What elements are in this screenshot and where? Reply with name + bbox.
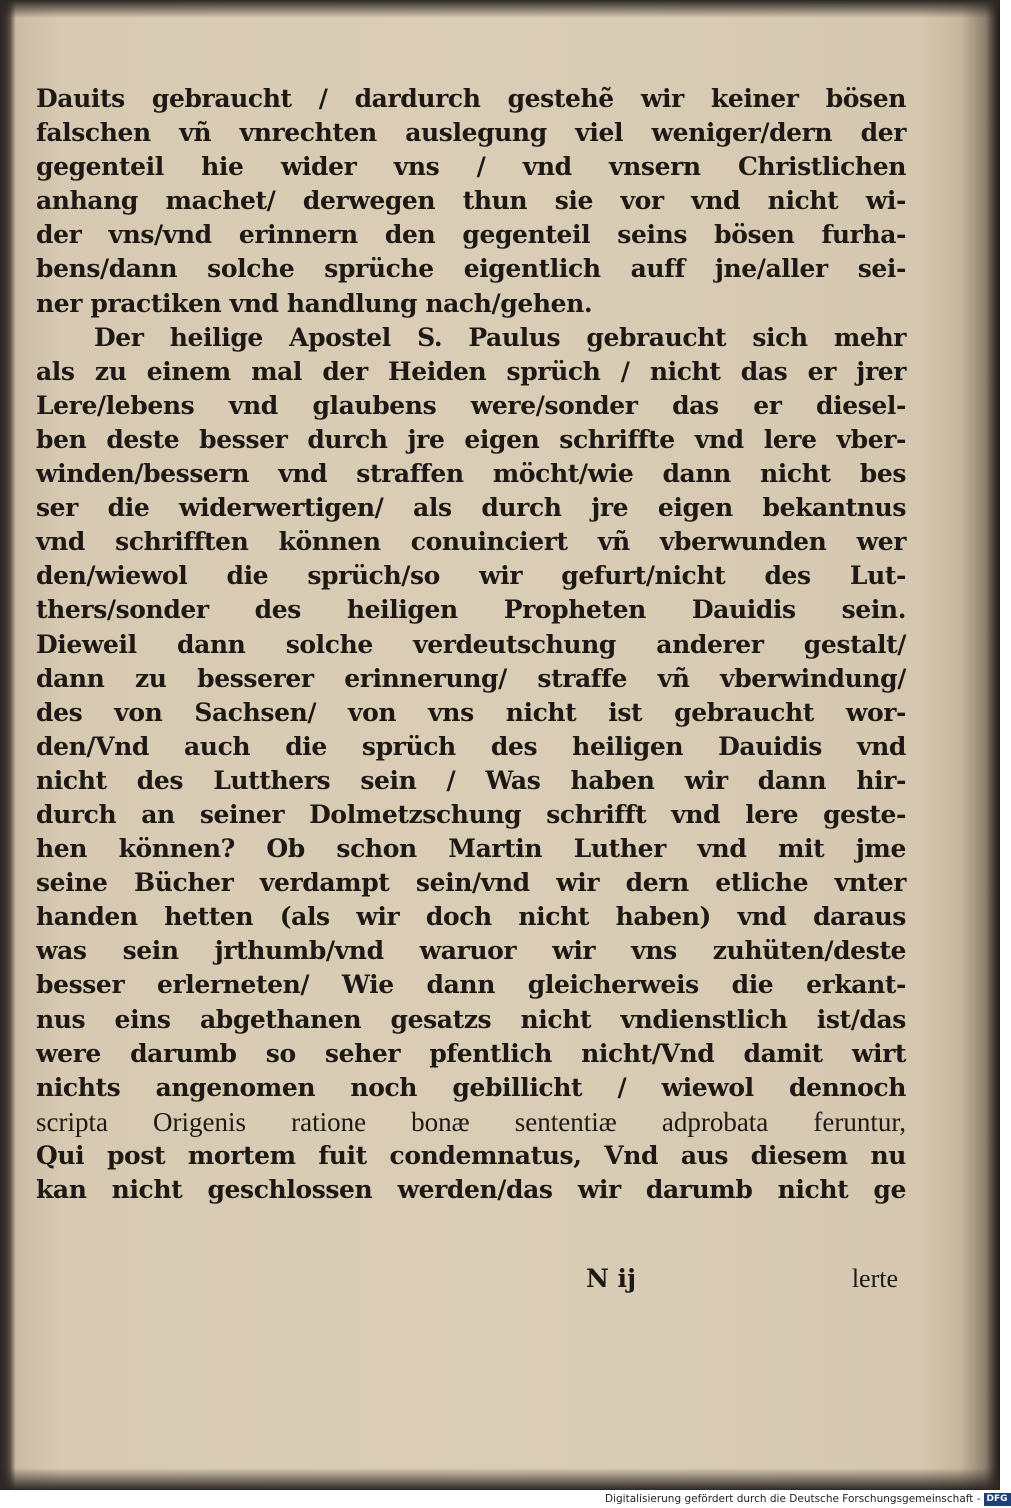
text-line: winden/bessern vnd straffen möcht/wie dann nicht bes [36, 459, 906, 489]
text-line: dann zu besserer erinnerung/ straffe vñ vberwindung/ [36, 663, 906, 693]
text-line: Dieweil dann solche verdeutschung anderer gestalt/ [36, 629, 906, 659]
text-line: falschen vñ vnrechten auslegung viel weniger/dern der [36, 118, 906, 148]
dfg-logo: DFG [984, 1493, 1011, 1506]
text-line: besser erlerneten/ Wie dann gleicherweis die erkant- [36, 970, 906, 1000]
catchword: lerte [851, 1264, 898, 1293]
credit-text: Digitalisierung gefördert durch die Deutsche Forschungsgemeinschaft - [605, 1493, 981, 1505]
digitization-credit [605, 1490, 1008, 1508]
text-line: kan nicht geschlossen werden/das wir darumb nicht ge [36, 1175, 906, 1204]
text-line: was sein jrthumb/vnd waruor wir vns zuhüten/deste [36, 936, 906, 966]
text-line: nichts angenomen noch gebillicht / wiewol dennoch [36, 1072, 906, 1102]
text-line: ner practiken vnd handlung nach/gehen. [36, 288, 593, 318]
latin-text-line: scripta Origenis ratione bonæ sententiæ adprobata feruntur, [36, 1106, 906, 1137]
text-line: Qui post mortem fuit condemnatus, Vnd aus diesem nu [36, 1140, 906, 1170]
text-line: der vns/vnd erinnern den gegenteil seins bösen furha- [36, 220, 906, 250]
text-line: thers/sonder des heiligen Propheten Dauidis sein. [36, 595, 906, 625]
signature-mark: N ij [586, 1264, 637, 1293]
text-line: vnd schrifften können conuinciert vñ vberwunden wer [36, 527, 906, 557]
text-line: des von Sachsen/ von vns nicht ist gebraucht wor- [36, 697, 906, 727]
text-line: hen können? Ob schon Martin Luther vnd mit jme [36, 834, 906, 864]
text-line: den/wiewol die sprüch/so wir gefurt/nicht des Lut- [36, 561, 906, 591]
text-line: were darumb so seher pfentlich nicht/Vnd damit wirt [36, 1038, 906, 1068]
text-line: seine Bücher verdampt sein/vnd wir dern etliche vnter [36, 868, 906, 898]
text-line: Lere/lebens vnd glaubens were/sonder das er diesel- [36, 390, 906, 420]
text-line: durch an seiner Dolmetzschung schrifft vnd lere geste- [36, 799, 906, 829]
text-line: anhang machet/ derwegen thun sie vor vnd nicht wi- [36, 186, 906, 216]
text-line: handen hetten (als wir doch nicht haben) vnd daraus [36, 902, 906, 932]
text-line: Dauits gebraucht / dardurch gestehẽ wir keiner bösen [36, 84, 906, 113]
book-page [18, 12, 980, 1478]
text-line: als zu einem mal der Heiden sprüch / nicht das er jrer [36, 356, 906, 386]
text-line: nicht des Lutthers sein / Was haben wir dann hir- [36, 765, 906, 795]
text-line: den/Vnd auch die sprüch des heiligen Dauidis vnd [36, 731, 906, 761]
text-line: gegenteil hie wider vns / vnd vnsern Christlichen [36, 152, 906, 182]
page-body-text [36, 82, 906, 1207]
text-line: ben deste besser durch jre eigen schriffte vnd lere vber- [36, 424, 906, 454]
page-footer-line [18, 1264, 898, 1304]
text-line: ser die widerwertigen/ als durch jre eigen bekantnus [36, 493, 906, 523]
paragraph-start-line: Der heilige Apostel S. Paulus gebraucht sich mehr [94, 322, 906, 352]
text-line: bens/dann solche sprüche eigentlich auff jne/aller sei- [36, 254, 906, 284]
text-line: nus eins abgethanen gesatzs nicht vndienstlich ist/das [36, 1004, 906, 1034]
